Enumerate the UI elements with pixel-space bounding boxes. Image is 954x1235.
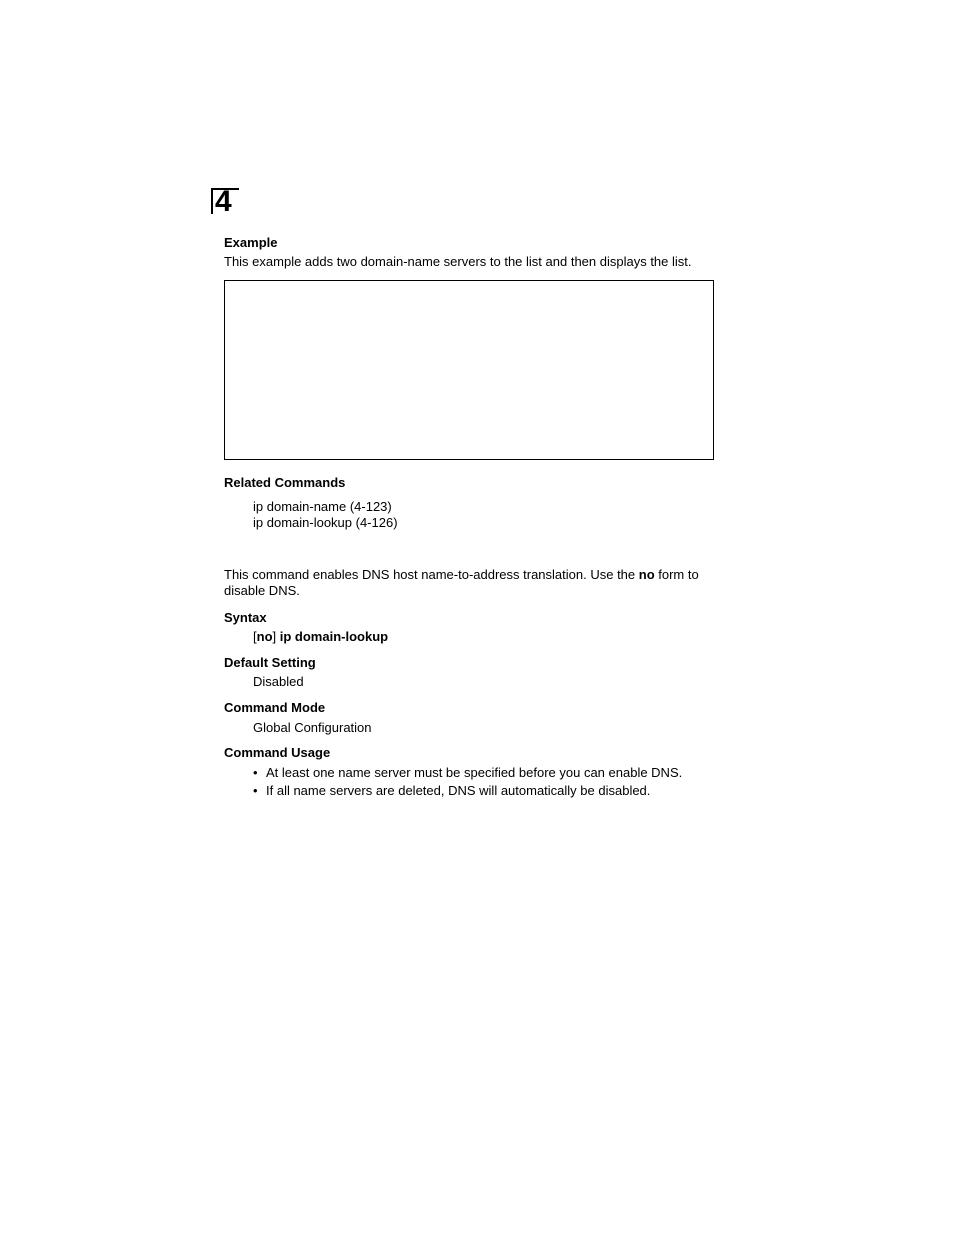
example-description: This example adds two domain-name servers to the list and then displays the list. <box>224 254 692 269</box>
code-example-box <box>224 280 714 460</box>
default-setting-value: Disabled <box>253 674 304 689</box>
command-usage-text: At least one name server must be specified before you can enable DNS. <box>266 765 683 780</box>
syntax-open-bracket: [ <box>253 629 257 644</box>
command-description <box>224 567 724 599</box>
default-setting-heading: Default Setting <box>224 655 316 670</box>
example-heading: Example <box>224 235 278 250</box>
bullet-icon: • <box>253 765 258 780</box>
chapter-number: 4 <box>215 185 232 218</box>
syntax-command: ip domain-lookup <box>279 629 389 644</box>
syntax-line <box>253 629 388 645</box>
command-usage-text: If all name servers are deleted, DNS will automatically be disabled. <box>266 783 651 798</box>
command-mode-heading: Command Mode <box>224 700 326 715</box>
command-usage-item <box>253 783 650 799</box>
command-usage-heading: Command Usage <box>224 745 331 760</box>
syntax-heading: Syntax <box>224 610 267 625</box>
related-commands-heading: Related Commands <box>224 475 346 490</box>
chapter-tab <box>211 185 241 218</box>
command-description-suffix: form to disable DNS. <box>224 567 699 598</box>
command-mode-value: Global Configuration <box>253 720 372 735</box>
command-usage-item <box>253 765 682 781</box>
bullet-icon: • <box>253 783 258 798</box>
command-description-prefix: This command enables DNS host name-to-address translation. Use the <box>224 567 639 582</box>
chapter-tab-left-rule <box>211 188 213 214</box>
syntax-close-bracket: ] <box>272 629 280 644</box>
related-command-item: ip domain-lookup (4-126) <box>253 515 398 530</box>
no-keyword: no <box>638 567 655 582</box>
related-command-item: ip domain-name (4-123) <box>253 499 392 514</box>
syntax-optional-keyword: no <box>256 629 273 644</box>
